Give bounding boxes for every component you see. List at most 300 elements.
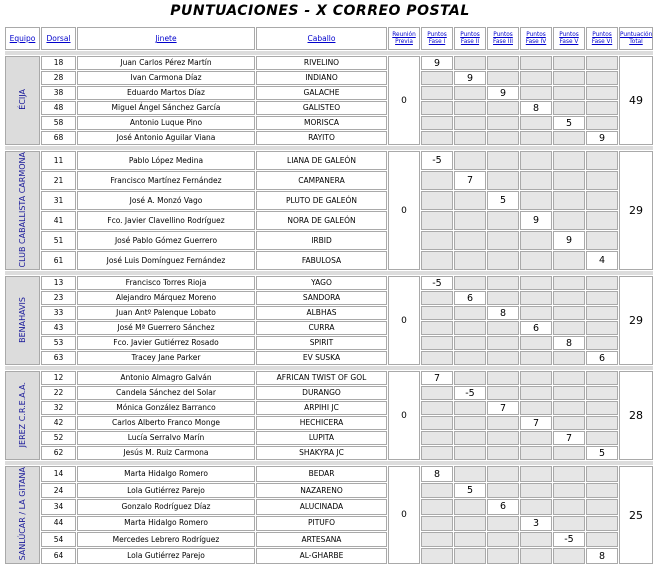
jinete-cell: Alejandro Márquez Moreno xyxy=(77,291,255,305)
dorsal-cell: 53 xyxy=(41,336,76,350)
jinete-cell: Mónica González Barranco xyxy=(77,401,255,415)
caballo-cell: MORISCA xyxy=(256,116,387,130)
dorsal-cell: 31 xyxy=(41,191,76,210)
fase-3-points-cell: 7 xyxy=(487,401,519,415)
jinete-cell: Francisco Torres Rioja xyxy=(77,276,255,290)
team-name-cell xyxy=(5,371,40,460)
fase-4-points-cell xyxy=(520,466,552,481)
fase-3-points-cell xyxy=(487,431,519,445)
dorsal-cell: 41 xyxy=(41,211,76,230)
team-name-cell xyxy=(5,466,40,563)
caballo-cell: ALBHAS xyxy=(256,306,387,320)
team-name: ÉCIJA xyxy=(17,89,27,110)
caballo-cell: IRBID xyxy=(256,231,387,250)
jinete-cell: Fco. Javier Clavellino Rodríguez xyxy=(77,211,255,230)
fase-6-points-cell: 6 xyxy=(586,351,618,365)
table-row xyxy=(5,416,653,430)
jinete-cell: Carlos Alberto Franco Monge xyxy=(77,416,255,430)
fase-1-points-cell xyxy=(421,532,453,547)
jinete-cell: Tracey Jane Parker xyxy=(77,351,255,365)
table-row xyxy=(5,291,653,305)
total-cell: 25 xyxy=(619,466,653,563)
fase-3-points-cell xyxy=(487,211,519,230)
fase-5-points-cell xyxy=(553,101,585,115)
team-spacer xyxy=(5,461,653,465)
fase-2-points-cell: 5 xyxy=(454,483,486,498)
fase-3-points-cell xyxy=(487,466,519,481)
caballo-cell: DURANGO xyxy=(256,386,387,400)
jinete-cell: Ivan Carmona Díaz xyxy=(77,71,255,85)
fase-2-points-cell xyxy=(454,231,486,250)
dorsal-cell: 24 xyxy=(41,483,76,498)
fase-4-points-cell: 6 xyxy=(520,321,552,335)
fase-6-points-cell: 4 xyxy=(586,251,618,270)
fase-2-points-cell: -5 xyxy=(454,386,486,400)
fase-1-points-cell: 8 xyxy=(421,466,453,481)
table-row xyxy=(5,371,653,385)
fase-2-points-cell xyxy=(454,431,486,445)
team-name-cell xyxy=(5,56,40,145)
fase-5-points-cell xyxy=(553,416,585,430)
fase-1-points-cell xyxy=(421,191,453,210)
caballo-cell: SPIRIT xyxy=(256,336,387,350)
table-row xyxy=(5,401,653,415)
header-fase-2[interactable]: Puntos Fase II xyxy=(454,27,486,50)
fase-6-points-cell xyxy=(586,532,618,547)
fase-2-points-cell xyxy=(454,371,486,385)
fase-5-points-cell xyxy=(553,306,585,320)
fase-6-points-cell xyxy=(586,321,618,335)
fase-2-points-cell xyxy=(454,321,486,335)
fase-4-points-cell xyxy=(520,401,552,415)
fase-2-points-cell xyxy=(454,351,486,365)
fase-5-points-cell xyxy=(553,466,585,481)
fase-2-points-cell xyxy=(454,86,486,100)
page-title: PUNTUACIONES - X CORREO POSTAL xyxy=(170,3,470,19)
fase-6-points-cell xyxy=(586,291,618,305)
caballo-cell: AFRICAN TWIST OF GOL xyxy=(256,371,387,385)
fase-5-points-cell xyxy=(553,548,585,563)
caballo-cell: RAYITO xyxy=(256,131,387,145)
fase-4-points-cell xyxy=(520,191,552,210)
table-row xyxy=(5,231,653,250)
jinete-cell: José Luis Domínguez Fernández xyxy=(77,251,255,270)
team-name-cell xyxy=(5,151,40,270)
jinete-cell: Juan Carlos Pérez Martín xyxy=(77,56,255,70)
fase-5-points-cell: 7 xyxy=(553,431,585,445)
spacer-cell xyxy=(5,146,653,150)
header-caballo[interactable]: Caballo xyxy=(256,27,387,50)
team-name-cell xyxy=(5,276,40,365)
dorsal-cell: 51 xyxy=(41,231,76,250)
fase-2-points-cell xyxy=(454,116,486,130)
table-row xyxy=(5,151,653,170)
dorsal-cell: 68 xyxy=(41,131,76,145)
fase-5-points-cell xyxy=(553,321,585,335)
fase-1-points-cell xyxy=(421,416,453,430)
jinete-cell: Francisco Martínez Fernández xyxy=(77,171,255,190)
fase-2-points-cell xyxy=(454,548,486,563)
fase-6-points-cell xyxy=(586,151,618,170)
fase-2-points-cell: 6 xyxy=(454,291,486,305)
jinete-cell: Miguel Ángel Sánchez García xyxy=(77,101,255,115)
fase-3-points-cell xyxy=(487,171,519,190)
fase-1-points-cell xyxy=(421,71,453,85)
table-row xyxy=(5,431,653,445)
fase-1-points-cell xyxy=(421,499,453,514)
total-cell: 49 xyxy=(619,56,653,145)
header-dorsal[interactable]: Dorsal xyxy=(41,27,76,50)
fase-4-points-cell xyxy=(520,71,552,85)
fase-6-points-cell xyxy=(586,231,618,250)
fase-3-points-cell xyxy=(487,101,519,115)
fase-5-points-cell xyxy=(553,371,585,385)
fase-6-points-cell xyxy=(586,276,618,290)
jinete-cell: Candela Sánchez del Solar xyxy=(77,386,255,400)
caballo-cell: FABULOSA xyxy=(256,251,387,270)
fase-5-points-cell: 8 xyxy=(553,336,585,350)
team-spacer xyxy=(5,271,653,275)
fase-3-points-cell xyxy=(487,446,519,460)
dorsal-cell: 38 xyxy=(41,86,76,100)
fase-4-points-cell xyxy=(520,532,552,547)
fase-5-points-cell xyxy=(553,446,585,460)
team-name: BENAHAVIS xyxy=(17,297,27,343)
fase-4-points-cell xyxy=(520,386,552,400)
jinete-cell: Juan Antº Palenque Lobato xyxy=(77,306,255,320)
fase-3-points-cell xyxy=(487,386,519,400)
fase-6-points-cell xyxy=(586,171,618,190)
reunion-previa-cell: 0 xyxy=(388,466,420,563)
fase-5-points-cell xyxy=(553,516,585,531)
fase-2-points-cell xyxy=(454,101,486,115)
fase-4-points-cell xyxy=(520,86,552,100)
dorsal-cell: 14 xyxy=(41,466,76,481)
fase-6-points-cell xyxy=(586,336,618,350)
reunion-previa-cell: 0 xyxy=(388,56,420,145)
fase-5-points-cell: -5 xyxy=(553,532,585,547)
fase-1-points-cell xyxy=(421,131,453,145)
fase-1-points-cell xyxy=(421,516,453,531)
fase-6-points-cell xyxy=(586,211,618,230)
fase-5-points-cell xyxy=(553,171,585,190)
caballo-cell: NORA DE GALEÓN xyxy=(256,211,387,230)
jinete-cell: Eduardo Martos Díaz xyxy=(77,86,255,100)
fase-1-points-cell xyxy=(421,211,453,230)
header-equipo[interactable]: Equipo xyxy=(5,27,40,50)
fase-1-points-cell xyxy=(421,386,453,400)
dorsal-cell: 12 xyxy=(41,371,76,385)
dorsal-cell: 11 xyxy=(41,151,76,170)
dorsal-cell: 32 xyxy=(41,401,76,415)
fase-4-points-cell xyxy=(520,291,552,305)
total-cell: 29 xyxy=(619,151,653,270)
team-name: JEREZ C.R.E.A.A. xyxy=(17,382,27,448)
fase-1-points-cell xyxy=(421,306,453,320)
dorsal-cell: 18 xyxy=(41,56,76,70)
fase-1-points-cell xyxy=(421,291,453,305)
fase-6-points-cell xyxy=(586,191,618,210)
caballo-cell: ARPIHI JC xyxy=(256,401,387,415)
spacer-cell xyxy=(5,51,653,55)
fase-2-points-cell xyxy=(454,516,486,531)
fase-5-points-cell xyxy=(553,386,585,400)
fase-3-points-cell xyxy=(487,116,519,130)
fase-6-points-cell xyxy=(586,306,618,320)
fase-6-points-cell xyxy=(586,116,618,130)
table-row xyxy=(5,466,653,481)
jinete-cell: Lola Gutiérrez Parejo xyxy=(77,548,255,563)
caballo-cell: SHAKYRA JC xyxy=(256,446,387,460)
fase-3-points-cell xyxy=(487,336,519,350)
header-fase-6[interactable]: Puntos Fase VI xyxy=(586,27,618,50)
jinete-cell: Antonio Almagro Galván xyxy=(77,371,255,385)
fase-4-points-cell xyxy=(520,306,552,320)
table-row xyxy=(5,336,653,350)
team-name: SANLÚCAR / LA GITANA xyxy=(17,467,27,561)
fase-6-points-cell: 5 xyxy=(586,446,618,460)
fase-6-points-cell xyxy=(586,466,618,481)
fase-1-points-cell xyxy=(421,101,453,115)
fase-3-points-cell xyxy=(487,416,519,430)
fase-1-points-cell xyxy=(421,231,453,250)
jinete-cell: Mercedes Lebrero Rodríguez xyxy=(77,532,255,547)
jinete-cell: Gonzalo Rodríguez Díaz xyxy=(77,499,255,514)
jinete-cell: Jesús M. Ruiz Carmona xyxy=(77,446,255,460)
fase-4-points-cell xyxy=(520,483,552,498)
fase-4-points-cell xyxy=(520,151,552,170)
fase-2-points-cell xyxy=(454,466,486,481)
fase-2-points-cell xyxy=(454,401,486,415)
dorsal-cell: 22 xyxy=(41,386,76,400)
total-cell: 29 xyxy=(619,276,653,365)
fase-1-points-cell xyxy=(421,401,453,415)
fase-3-points-cell: 6 xyxy=(487,499,519,514)
fase-2-points-cell xyxy=(454,416,486,430)
team-spacer xyxy=(5,366,653,370)
fase-5-points-cell: 9 xyxy=(553,231,585,250)
dorsal-cell: 63 xyxy=(41,351,76,365)
caballo-cell: YAGO xyxy=(256,276,387,290)
reunion-previa-cell: 0 xyxy=(388,151,420,270)
fase-3-points-cell xyxy=(487,71,519,85)
fase-4-points-cell: 9 xyxy=(520,211,552,230)
spacer-cell xyxy=(5,271,653,275)
fase-4-points-cell: 3 xyxy=(520,516,552,531)
fase-3-points-cell xyxy=(487,291,519,305)
fase-6-points-cell xyxy=(586,516,618,531)
dorsal-cell: 34 xyxy=(41,499,76,514)
table-row xyxy=(5,446,653,460)
jinete-cell: José Mª Guerrero Sánchez xyxy=(77,321,255,335)
fase-1-points-cell xyxy=(421,446,453,460)
fase-1-points-cell xyxy=(421,336,453,350)
fase-1-points-cell: 9 xyxy=(421,56,453,70)
caballo-cell: AL-GHARBE xyxy=(256,548,387,563)
fase-1-points-cell xyxy=(421,251,453,270)
fase-5-points-cell: 5 xyxy=(553,116,585,130)
fase-2-points-cell xyxy=(454,336,486,350)
total-cell: 28 xyxy=(619,371,653,460)
fase-2-points-cell xyxy=(454,499,486,514)
caballo-cell: PITUFO xyxy=(256,516,387,531)
table-row xyxy=(5,171,653,190)
dorsal-cell: 42 xyxy=(41,416,76,430)
jinete-cell: Lucía Serralvo Marín xyxy=(77,431,255,445)
dorsal-cell: 52 xyxy=(41,431,76,445)
table-row xyxy=(5,483,653,498)
fase-5-points-cell xyxy=(553,71,585,85)
dorsal-cell: 21 xyxy=(41,171,76,190)
jinete-cell: Marta Hidalgo Romero xyxy=(77,516,255,531)
fase-4-points-cell xyxy=(520,171,552,190)
fase-3-points-cell: 5 xyxy=(487,191,519,210)
header-row xyxy=(5,27,653,50)
fase-5-points-cell xyxy=(553,499,585,514)
table-row xyxy=(5,191,653,210)
scores-table xyxy=(4,26,654,565)
header-fase-1[interactable]: Puntos Fase I xyxy=(421,27,453,50)
fase-6-points-cell: 9 xyxy=(586,131,618,145)
fase-6-points-cell xyxy=(586,401,618,415)
table-row xyxy=(5,131,653,145)
fase-5-points-cell xyxy=(553,211,585,230)
fase-2-points-cell xyxy=(454,56,486,70)
fase-3-points-cell xyxy=(487,516,519,531)
fase-3-points-cell xyxy=(487,532,519,547)
caballo-cell: NAZARENO xyxy=(256,483,387,498)
dorsal-cell: 44 xyxy=(41,516,76,531)
table-row xyxy=(5,211,653,230)
fase-4-points-cell xyxy=(520,231,552,250)
fase-5-points-cell xyxy=(553,191,585,210)
team-spacer xyxy=(5,51,653,55)
table-row xyxy=(5,56,653,70)
fase-4-points-cell xyxy=(520,336,552,350)
spacer-cell xyxy=(5,461,653,465)
dorsal-cell: 13 xyxy=(41,276,76,290)
dorsal-cell: 62 xyxy=(41,446,76,460)
dorsal-cell: 61 xyxy=(41,251,76,270)
fase-4-points-cell xyxy=(520,131,552,145)
jinete-cell: José A. Monzó Vago xyxy=(77,191,255,210)
fase-3-points-cell xyxy=(487,131,519,145)
fase-2-points-cell xyxy=(454,276,486,290)
fase-5-points-cell xyxy=(553,276,585,290)
fase-3-points-cell: 9 xyxy=(487,86,519,100)
jinete-cell: Lola Gutiérrez Parejo xyxy=(77,483,255,498)
table-row xyxy=(5,306,653,320)
fase-6-points-cell xyxy=(586,71,618,85)
fase-6-points-cell xyxy=(586,416,618,430)
fase-3-points-cell xyxy=(487,483,519,498)
dorsal-cell: 28 xyxy=(41,71,76,85)
reunion-previa-cell: 0 xyxy=(388,276,420,365)
fase-3-points-cell xyxy=(487,231,519,250)
dorsal-cell: 43 xyxy=(41,321,76,335)
caballo-cell: LUPITA xyxy=(256,431,387,445)
header-fase-5[interactable]: Puntos Fase V xyxy=(553,27,585,50)
jinete-cell: José Antonio Aguilar Viana xyxy=(77,131,255,145)
fase-2-points-cell xyxy=(454,211,486,230)
caballo-cell: RIVELINO xyxy=(256,56,387,70)
table-row xyxy=(5,351,653,365)
fase-5-points-cell xyxy=(553,291,585,305)
fase-6-points-cell xyxy=(586,499,618,514)
fase-3-points-cell: 8 xyxy=(487,306,519,320)
caballo-cell: CAMPANERA xyxy=(256,171,387,190)
team-name: CLUB CABALLISTA CARMONA xyxy=(17,152,27,268)
fase-3-points-cell xyxy=(487,56,519,70)
caballo-cell: ARTESANA xyxy=(256,532,387,547)
dorsal-cell: 58 xyxy=(41,116,76,130)
table-row xyxy=(5,251,653,270)
table-row xyxy=(5,386,653,400)
caballo-cell: EV SUSKA xyxy=(256,351,387,365)
table-row xyxy=(5,276,653,290)
fase-2-points-cell xyxy=(454,131,486,145)
header-total[interactable]: Puntuación Total xyxy=(619,27,653,50)
fase-1-points-cell xyxy=(421,351,453,365)
fase-3-points-cell xyxy=(487,321,519,335)
caballo-cell: INDIANO xyxy=(256,71,387,85)
header-fase-4[interactable]: Puntos Fase IV xyxy=(520,27,552,50)
fase-1-points-cell: -5 xyxy=(421,151,453,170)
fase-2-points-cell: 7 xyxy=(454,171,486,190)
table-row xyxy=(5,101,653,115)
table-row xyxy=(5,86,653,100)
fase-4-points-cell xyxy=(520,251,552,270)
header-jinete[interactable]: Jinete xyxy=(77,27,255,50)
fase-5-points-cell xyxy=(553,131,585,145)
fase-4-points-cell xyxy=(520,276,552,290)
fase-5-points-cell xyxy=(553,151,585,170)
caballo-cell: HECHICERA xyxy=(256,416,387,430)
header-fase-3[interactable]: Puntos Fase III xyxy=(487,27,519,50)
fase-1-points-cell xyxy=(421,171,453,190)
jinete-cell: Antonio Luque Pino xyxy=(77,116,255,130)
dorsal-cell: 54 xyxy=(41,532,76,547)
fase-5-points-cell xyxy=(553,251,585,270)
jinete-cell: Fco. Javier Gutiérrez Rosado xyxy=(77,336,255,350)
table-row xyxy=(5,71,653,85)
caballo-cell: GALISTEO xyxy=(256,101,387,115)
table-row xyxy=(5,516,653,531)
fase-1-points-cell xyxy=(421,86,453,100)
header-reunion[interactable]: Reunión Previa xyxy=(388,27,420,50)
fase-3-points-cell xyxy=(487,371,519,385)
fase-6-points-cell xyxy=(586,431,618,445)
fase-4-points-cell xyxy=(520,116,552,130)
jinete-cell: José Pablo Gómez Guerrero xyxy=(77,231,255,250)
fase-6-points-cell xyxy=(586,371,618,385)
fase-4-points-cell xyxy=(520,431,552,445)
jinete-cell: Marta Hidalgo Romero xyxy=(77,466,255,481)
fase-4-points-cell: 8 xyxy=(520,101,552,115)
dorsal-cell: 33 xyxy=(41,306,76,320)
table-row xyxy=(5,321,653,335)
fase-6-points-cell xyxy=(586,101,618,115)
caballo-cell: PLUTO DE GALEÓN xyxy=(256,191,387,210)
fase-1-points-cell: -5 xyxy=(421,276,453,290)
fase-2-points-cell xyxy=(454,306,486,320)
caballo-cell: BEDAR xyxy=(256,466,387,481)
table-row xyxy=(5,548,653,563)
caballo-cell: LIANA DE GALEÓN xyxy=(256,151,387,170)
dorsal-cell: 48 xyxy=(41,101,76,115)
fase-1-points-cell xyxy=(421,431,453,445)
caballo-cell: ALUCINADA xyxy=(256,499,387,514)
